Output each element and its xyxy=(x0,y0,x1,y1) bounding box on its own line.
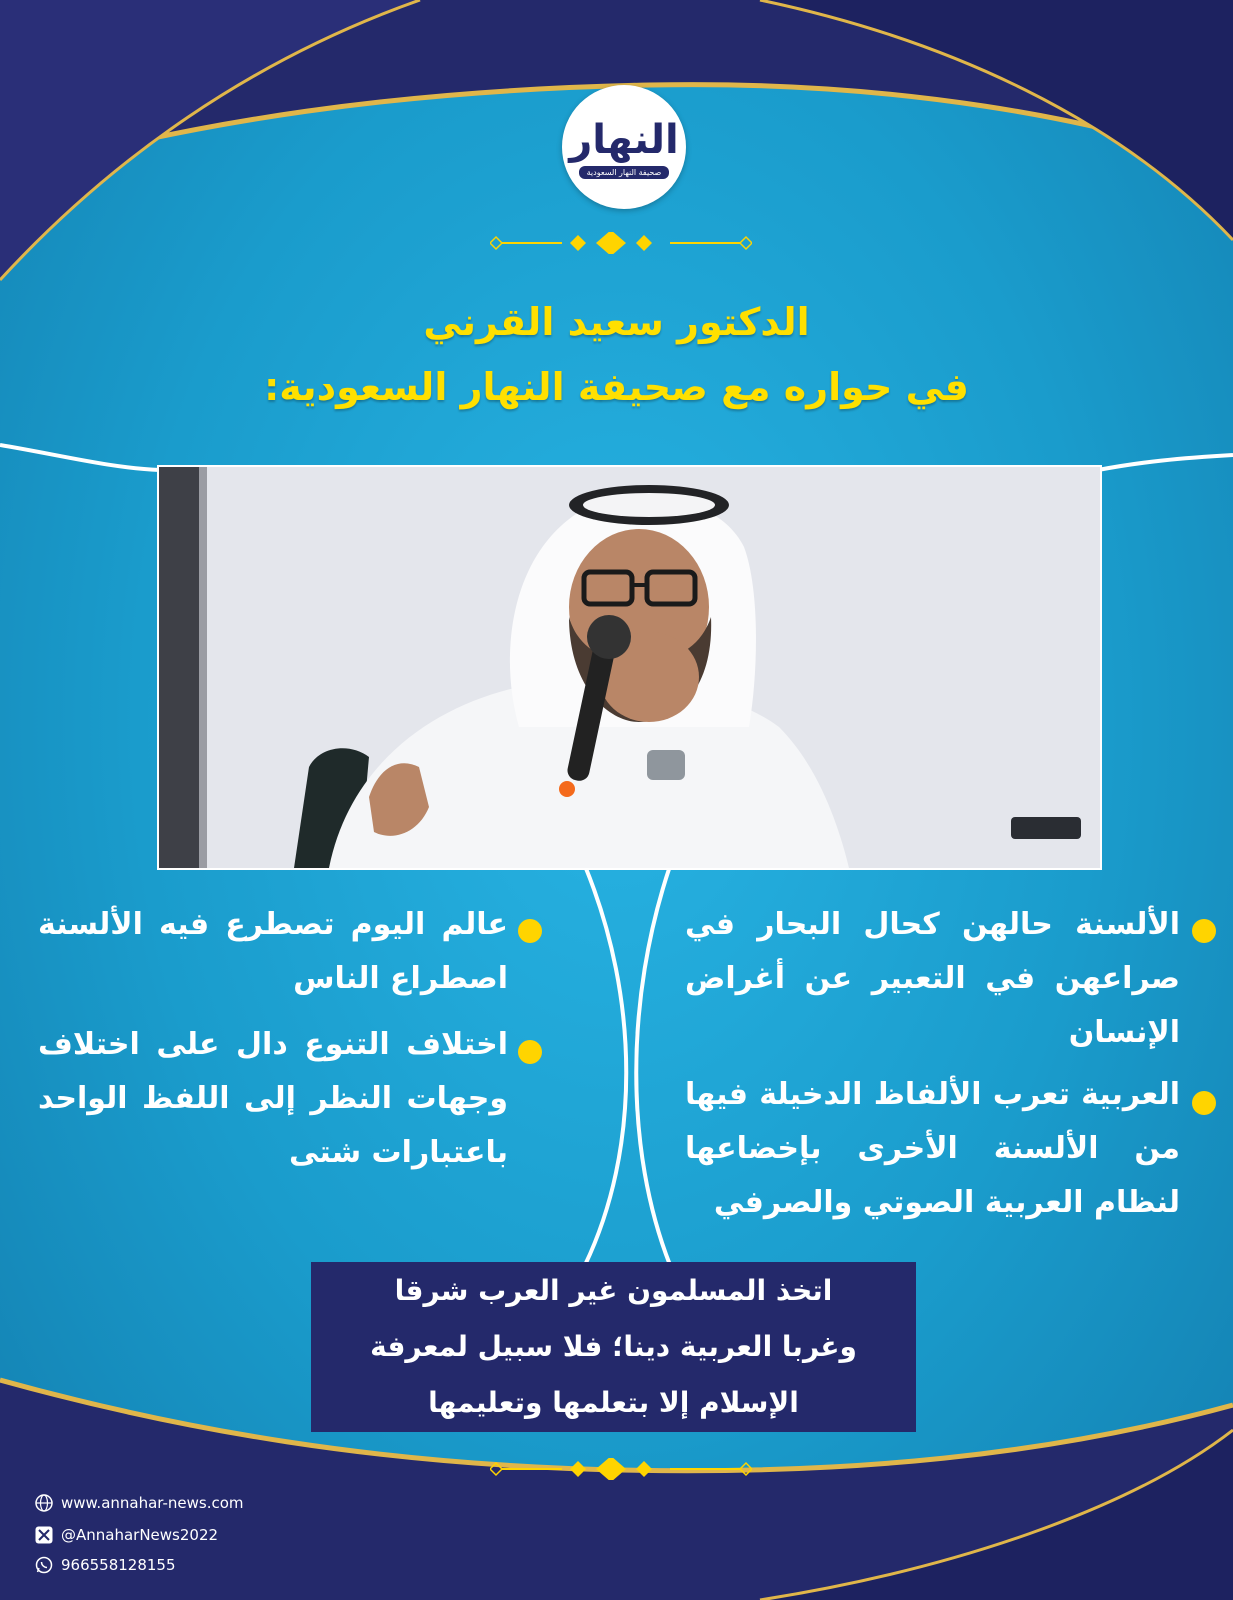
bullet-icon xyxy=(1192,919,1216,943)
website-text: www.annahar-news.com xyxy=(61,1494,244,1512)
annahar-logo xyxy=(562,85,686,209)
point-right-bottom: العربية تعرب الألفاظ الدخيلة فيها من الألسنة الأخرى بإخضاعها لنظام العربية الصوتي والصرفي xyxy=(685,1077,1180,1220)
contact-twitter[interactable] xyxy=(35,1526,218,1544)
quote-line-2: وغربا العربية دينا؛ فلا سبيل لمعرفة xyxy=(370,1330,857,1363)
logo-subtitle: صحيفة النهار السعودية xyxy=(579,166,670,179)
point-left-bottom: اختلاف التنوع دال على اختلاف وجهات النظر إلى اللفظ الواحد باعتبارات شتى xyxy=(38,1027,508,1170)
globe-icon xyxy=(35,1494,53,1512)
logo-wordmark: النهار xyxy=(569,116,679,163)
headline-line-1: الدكتور سعيد القرني xyxy=(423,300,810,344)
quote-line-3: الإسلام إلا بتعلمها وتعليمها xyxy=(428,1386,799,1419)
whatsapp-text: 966558128155 xyxy=(61,1556,176,1574)
quote-box xyxy=(311,1262,916,1432)
point-right-top: الألسنة حالهن كحال البحار في صراعهن في التعبير عن أغراض الإنسان xyxy=(685,907,1180,1050)
bullet-icon xyxy=(1192,1091,1216,1115)
bullet-icon xyxy=(518,919,542,943)
ornament-divider-bottom xyxy=(490,1458,752,1480)
twitter-text: @AnnaharNews2022 xyxy=(61,1526,219,1544)
whatsapp-icon xyxy=(35,1556,53,1574)
x-icon xyxy=(35,1526,53,1544)
ornament-divider-top xyxy=(490,232,752,254)
headline-line-2: في حواره مع صحيفة النهار السعودية: xyxy=(264,365,969,409)
point-left-top: عالم اليوم تصطرع فيه الألسنة اصطراع الناس xyxy=(38,907,508,996)
speaker-photo xyxy=(157,465,1102,870)
bullet-icon xyxy=(518,1040,542,1064)
contact-whatsapp[interactable] xyxy=(35,1556,176,1574)
quote-line-1: اتخذ المسلمون غير العرب شرقا xyxy=(394,1274,833,1307)
contact-website[interactable] xyxy=(35,1494,244,1512)
